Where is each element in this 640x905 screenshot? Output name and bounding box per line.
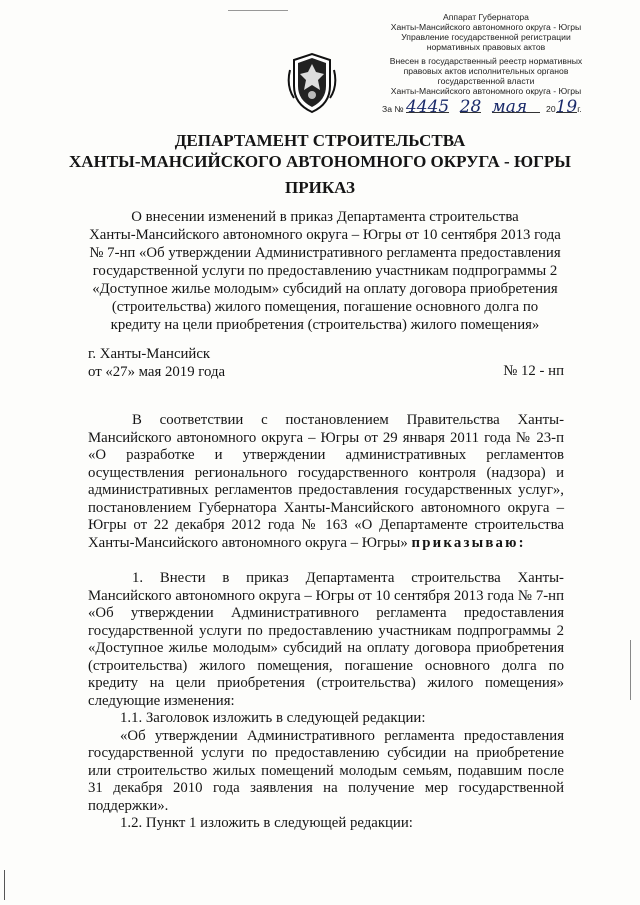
subject-line: кредиту на цели приобретения (строительства) жилого помещения»: [110, 317, 540, 333]
stamp-line: Управление государственной регистрации: [401, 32, 571, 42]
quoted-title-paragraph: «Об утверждении Административного регламента предоставления государственной услуги по предоставлению субсидии на приобретение или строительство жилых помещений молодым семьям, подавшим после 31 декабря 2010 года заявления на получение мер государственной поддержки».: [88, 727, 564, 814]
stamp-reg-year: 19: [555, 97, 578, 117]
preamble-paragraph: [88, 412, 564, 552]
order-subject: [86, 208, 564, 334]
order-date: от «27» мая 2019 года: [88, 364, 226, 380]
document-type: ПРИКАЗ: [285, 178, 355, 197]
registration-stamp: [380, 12, 592, 124]
stamp-reg-prefix: За №: [382, 104, 404, 114]
order-body: [88, 412, 564, 833]
preamble-text: В соответствии с постановлением Правительства Ханты-Мансийского автономного округа – Югры от 29 января 2011 года № 23-п «О разработке и утверждении административных регламентов осуществления регионального государственного контроля (надзора) и административных регламентов предоставления государственных услуг», постановлением Губернатора Ханты-Мансийского автономного округа – Югры от 22 декабря 2012 года № 163 «О Департаменте строительства Ханты-Мансийского автономного округа – Югры»: [88, 412, 564, 551]
item-1-1-paragraph: 1.1. Заголовок изложить в следующей редакции:: [120, 710, 426, 726]
stamp-line: Ханты-Мансийского автономного округа - Югры: [390, 22, 582, 32]
stamp-reg-year-prefix: 20: [546, 104, 556, 114]
stamp-reg-day: 28: [459, 97, 482, 117]
place-and-date: [88, 345, 225, 381]
stamp-line: Ханты-Мансийского автономного округа - Югры: [390, 86, 582, 96]
department-title: [0, 130, 640, 172]
scan-artifact-top: [228, 10, 288, 11]
subject-line: «Доступное жилье молодым» субсидий на оплату договора приобретения: [92, 281, 558, 297]
item-1-2-paragraph: 1.2. Пункт 1 изложить в следующей редакции:: [120, 815, 413, 831]
city: г. Ханты-Мансийск: [88, 346, 211, 362]
subject-line: № 7-нп «Об утверждении Административного регламента предоставления: [89, 245, 561, 261]
subject-line: государственной услуги по предоставлению участникам подпрограммы 2: [92, 263, 558, 279]
stamp-reg-number: 4445: [405, 97, 450, 117]
stamp-line: Внесен в государственный реестр нормативных: [389, 56, 583, 66]
stamp-registration-line: [382, 97, 588, 117]
coat-of-arms-emblem: [286, 50, 338, 116]
item-1-paragraph: 1. Внести в приказ Департамента строительства Ханты-Мансийского автономного округа – Югры от 10 сентября 2013 года № 7-нп «Об утверждении Административного регламента предоставления государственной услуги по предоставлению участникам подпрограммы 2 «Доступное жилье молодым» субсидий на оплату договора приобретения (строительства) жилого помещения, погашение основного долга по кредиту на цели приобретения (строительства) жилого помещения» следующие изменения:: [88, 570, 564, 709]
subject-line: (строительства) жилого помещения, погашение основного долга по: [111, 299, 539, 315]
order-word: приказываю:: [411, 534, 526, 551]
department-title-line1: ДЕПАРТАМЕНТ СТРОИТЕЛЬСТВА: [174, 131, 466, 150]
stamp-line: правовых актов исполнительных органов: [403, 66, 569, 76]
stamp-reg-suffix: г.: [577, 104, 582, 114]
stamp-reg-month: мая: [492, 102, 540, 113]
department-title-line2: ХАНТЫ-МАНСИЙСКОГО АВТОНОМНОГО ОКРУГА - ЮГРЫ: [69, 152, 571, 171]
subject-line: О внесении изменений в приказ Департамента строительства: [131, 209, 519, 225]
scan-artifact-right: [630, 640, 631, 700]
stamp-line: государственной власти: [437, 76, 535, 86]
subject-line: Ханты-Мансийского автономного округа – Югры от 10 сентября 2013 года: [89, 227, 561, 243]
stamp-line: Аппарат Губернатора: [443, 12, 529, 22]
order-number: № 12 - нп: [503, 363, 564, 379]
scan-artifact-left: [4, 870, 5, 900]
stamp-line: нормативных правовых актов: [426, 42, 546, 52]
